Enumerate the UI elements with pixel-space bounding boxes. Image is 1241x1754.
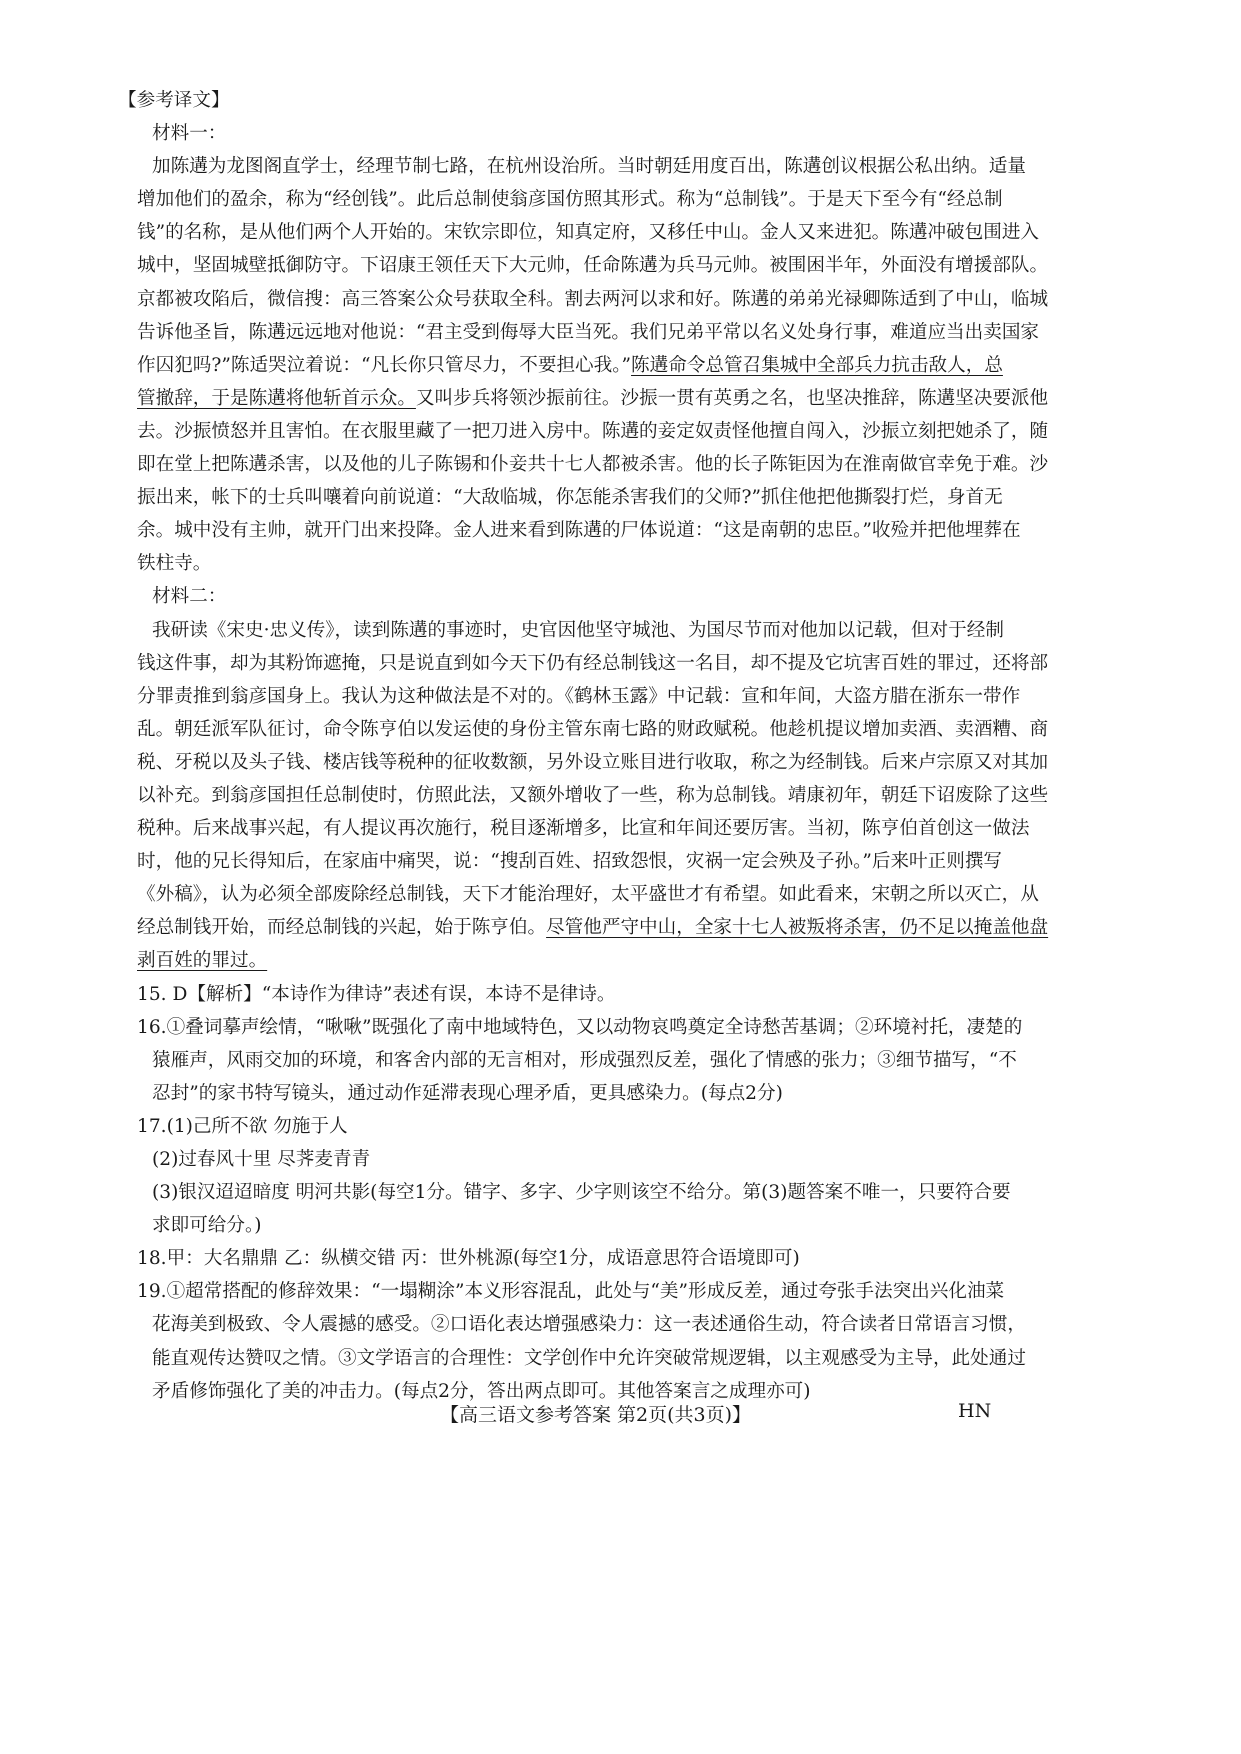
text-line (137, 911, 1049, 944)
text-line (137, 150, 1026, 183)
text-segment: 钱这件事，却为其粉饰遮掩，只是说直到如今天下仍有经总制钱这一名目，却不提及它坑害百姓的罪过，还将部 (137, 652, 1049, 674)
text-line (137, 249, 1049, 282)
text-segment: 材料二： (152, 586, 227, 608)
text-segment: 京都被攻陷后，微信搜：高三答案公众号获取全科。割去两河以求和好。陈遘的弟弟光禄卿陈适到了中山，临城 (137, 288, 1049, 310)
text-segment: 即在堂上把陈遘杀害，以及他的儿子陈锡和仆妾共十七人都被杀害。他的长子陈钜因为在淮南做官幸免于难。沙 (137, 454, 1049, 476)
text-segment: 猿雁声，风雨交加的环境，和客舍内部的无言相对，形成强烈反差，强化了情感的张力；③细节描写，“不 (152, 1049, 1017, 1071)
underlined-text: 管撤辞，于是陈遘将他斩首示众。 (137, 387, 416, 409)
text-segment: 钱”的名称，是从他们两个人开始的。宋钦宗即位，知真定府，又移任中山。金人又来进犯。陈遘冲破包围进入 (137, 222, 1040, 244)
text-line (137, 1011, 1023, 1044)
text-segment: 告诉他圣旨，陈遘远远地对他说：“君主受到侮辱大臣当死。我们兄弟平常以名义处身行事，难道应当出卖国家 (137, 321, 1040, 343)
text-segment: (2)过春风十里 尽荠麦青青 (152, 1149, 371, 1170)
text-line (137, 382, 1049, 415)
text-segment: (3)银汉迢迢暗度 明河共影(每空1分。错字、多字、少字则该空不给分。第(3)题答案不唯一，只要符合要 (152, 1182, 1011, 1204)
text-line (118, 84, 987, 117)
text-segment: 能直观传达赞叹之情。③文学语言的合理性：文学创作中允许突破常规逻辑，以主观感受为主导，此处通过 (152, 1347, 1026, 1369)
text-segment: 铁柱寺。 (137, 553, 212, 575)
text-line (137, 746, 1049, 779)
text-segment: 税种。后来战事兴起，有人提议再次施行，税目逐渐增多，比宣和年间还要厉害。当初，陈亨伯首创这一做法 (137, 818, 1030, 840)
text-line (137, 514, 1021, 547)
text-line (137, 283, 1049, 316)
text-segment: 15. D【解析】“本诗作为律诗”表述有误，本诗不是律诗。 (137, 983, 616, 1005)
underlined-text: 尽管他严守中山，全家十七人被叛将杀害，仍不足以掩盖他盘 (546, 917, 1049, 939)
text-segment: 城中，坚固城壁抵御防守。下诏康王领任天下大元帅，任命陈遘为兵马元帅。被围困半年，外面没有增援部队。 (137, 255, 1049, 277)
text-segment: 加陈遘为龙图阁直学士，经理节制七路，在杭州设治所。当时朝廷用度百出，陈遘创议根据公私出纳。适量 (152, 156, 1026, 178)
text-segment: 我研读《宋史·忠义传》，读到陈遘的事迹时，史官因他坚守城池、为国尽节而对他加以记载，但对于经制 (152, 619, 1004, 641)
text-line (137, 614, 1004, 647)
text-line (137, 216, 1040, 249)
text-segment: 材料一： (152, 123, 227, 145)
page-footer (0, 1400, 1241, 1430)
text-segment: 以补充。到翁彦国担任总制使时，仿照此法，又额外增收了一些，称为总制钱。靖康初年，朝廷下诏废除了这些 (137, 784, 1049, 806)
text-line (137, 680, 1021, 713)
text-segment: 增加他们的盈余，称为“经创钱”。此后总制使翁彦国仿照其形式。称为“总制钱”。于是天下至今有“经总制 (137, 189, 1003, 211)
text-segment: 经总制钱开始，而经总制钱的兴起，始于陈亨伯。 (137, 917, 547, 939)
text-line (137, 779, 1049, 812)
text-line (137, 1308, 1026, 1341)
text-line (137, 415, 1049, 448)
text-line (137, 481, 1003, 514)
text-line (137, 117, 987, 150)
text-line (137, 580, 987, 613)
text-segment: 18.甲：大名鼎鼎 乙：纵横交错 丙：世外桃源(每空1分，成语意思符合语境即可) (137, 1248, 800, 1270)
text-line (137, 812, 1030, 845)
text-segment: 矛盾修饰强化了美的冲击力。(每点2分，答出两点即可。其他答案言之成理亦可) (152, 1380, 811, 1402)
text-line (137, 349, 1003, 382)
text-line (137, 845, 1003, 878)
text-segment: 时，他的兄长得知后，在家庙中痛哭，说：“搜刮百姓、招致怨恨，灾祸一定会殃及子孙。”后来叶正则撰写 (137, 851, 1003, 873)
underlined-text: 陈遘命令总管召集城中全部兵力抗击敌人，总 (631, 354, 1003, 376)
text-segment: 花海美到极致、令人震撼的感受。②口语化表达增强感染力：这一表述通俗生动，符合读者日常语言习惯， (152, 1314, 1026, 1336)
text-segment: 《外稿》，认为必须全部废除经总制钱，天下才能治理好，太平盛世才有希望。如此看来，宋朝之所以灭亡，从 (137, 884, 1039, 906)
text-line (137, 647, 1049, 680)
text-line (137, 713, 1049, 746)
text-line (137, 1077, 987, 1110)
text-line (137, 547, 987, 580)
text-segment: 求即可给分。) (152, 1215, 262, 1237)
text-line (137, 944, 987, 977)
footer-region-code: HN (958, 1400, 992, 1422)
text-segment: 19.①超常搭配的修辞效果：“一塌糊涂”本义形容混乱，此处与“美”形成反差，通过夸张手法突出兴化油菜 (137, 1281, 1005, 1303)
text-line (137, 1143, 987, 1176)
text-segment: 乱。朝廷派军队征讨，命令陈亨伯以发运使的身份主管东南七路的财政赋税。他趁机提议增加卖酒、卖酒糟、商 (137, 718, 1049, 740)
text-segment: 余。城中没有主帅，就开门出来投降。金人进来看到陈遘的尸体说道：“这是南朝的忠臣。”收殓并把他埋葬在 (137, 520, 1021, 542)
text-line (137, 1176, 1011, 1209)
text-line (137, 878, 1039, 911)
text-segment: 作囚犯吗?”陈适哭泣着说：“凡长你只管尽力，不要担心我。” (137, 354, 632, 376)
text-line (137, 1209, 987, 1242)
text-line (137, 1342, 1026, 1375)
text-line (137, 1044, 1017, 1077)
underlined-text: 剥百姓的罪过。 (137, 950, 268, 972)
text-line (137, 1242, 987, 1275)
text-line (137, 316, 1040, 349)
text-line (137, 183, 1003, 216)
text-segment: 又叫步兵将领沙振前往。沙振一贯有英勇之名，也坚决推辞，陈遘坚决要派他 (415, 387, 1049, 409)
footer-page-title: 【高三语文参考答案 第2页(共3页)】 (440, 1404, 752, 1426)
text-segment: 忍封”的家书特写镜头，通过动作延滞表现心理矛盾，更具感染力。(每点2分) (152, 1082, 783, 1104)
text-segment: 17.(1)己所不欲 勿施于人 (137, 1115, 348, 1137)
answer-document (118, 84, 1049, 1408)
text-segment: 16.①叠词摹声绘情，“啾啾”既强化了南中地域特色，又以动物哀鸣奠定全诗愁苦基调；②环境衬托，凄楚的 (137, 1016, 1023, 1038)
text-segment: 振出来，帐下的士兵叫嚷着向前说道：“大敌临城，你怎能杀害我们的父师?”抓住他把他撕裂打烂，身首无 (137, 487, 1003, 509)
text-segment: 税、牙税以及头子钱、楼店钱等税种的征收数额，另外设立账目进行收取，称之为经制钱。后来卢宗原又对其加 (137, 751, 1049, 773)
text-segment: 去。沙振愤怒并且害怕。在衣服里藏了一把刀进入房中。陈遘的妾定奴责怪他擅自闯入，沙振立刻把她杀了，随 (137, 420, 1049, 442)
text-segment: 分罪责推到翁彦国身上。我认为这种做法是不对的。《鹤林玉露》中记载：宣和年间，大盗方腊在浙东一带作 (137, 685, 1021, 707)
text-line (137, 1275, 1005, 1308)
text-line (137, 978, 987, 1011)
text-line (137, 448, 1049, 481)
text-segment: 【参考译文】 (118, 90, 230, 111)
text-line (137, 1110, 987, 1143)
